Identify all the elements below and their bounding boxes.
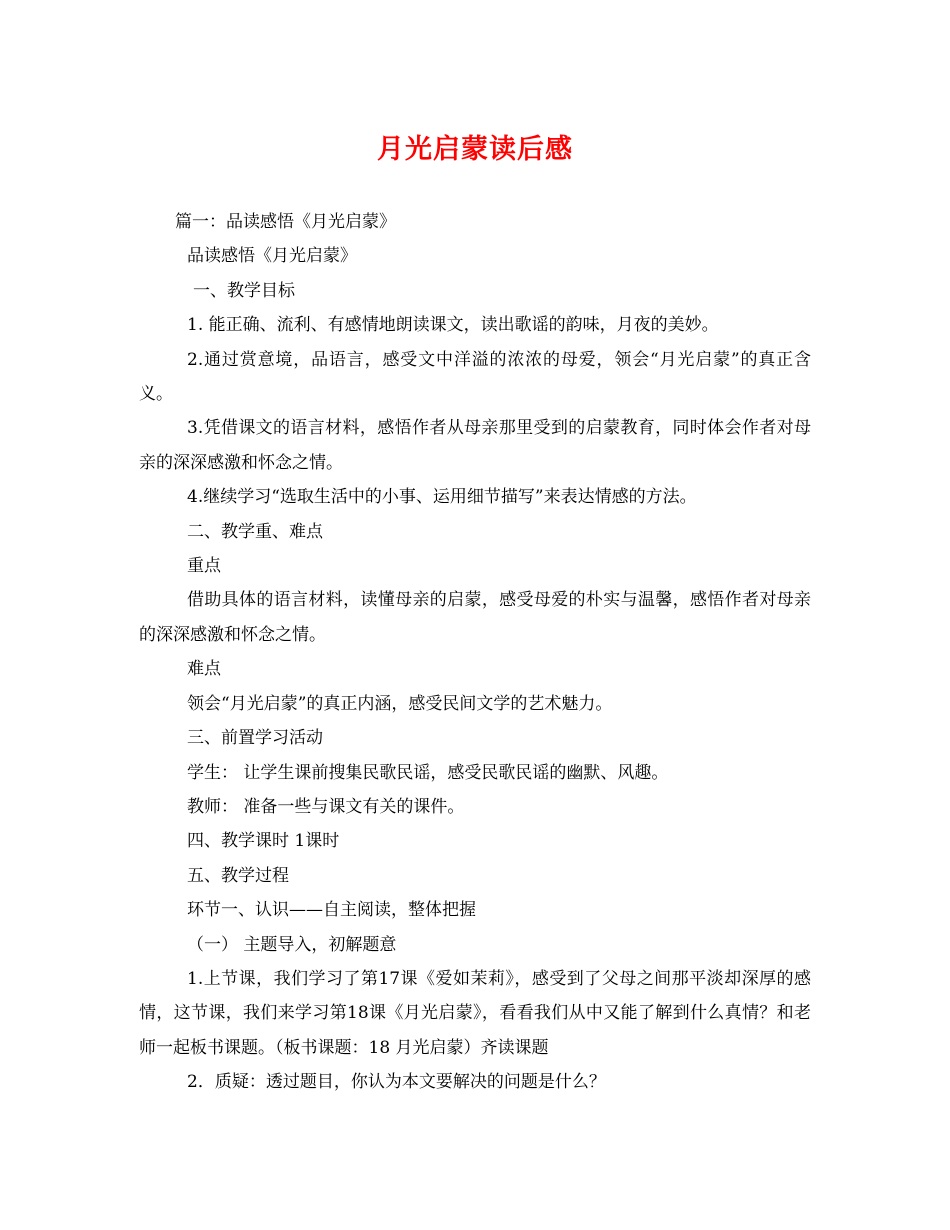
paragraph: 难点 (187, 659, 221, 680)
paragraph: 借助具体的语言材料，读懂母亲的启蒙，感受母爱的朴实与温馨，感悟作者对母亲的深深感激和怀念之情。 (139, 590, 811, 645)
paragraph: 品读感悟《月光启蒙》 (187, 246, 357, 267)
paragraph: 领会“月光启蒙”的真正内涵，感受民间文学的艺术魅力。 (187, 693, 613, 714)
paragraph: 五、教学过程 (187, 865, 289, 886)
document-body (139, 205, 811, 1100)
paragraph: 3.凭借课文的语言材料，感悟作者从母亲那里受到的启蒙教育，同时体会作者对母亲的深深感激和怀念之情。 (139, 418, 811, 473)
paragraph: 4.继续学习“选取生活中的小事、运用细节描写”来表达情感的方法。 (187, 487, 697, 508)
paragraph: 学生： 让学生课前搜集民歌民谣，感受民歌民谣的幽默、风趣。 (187, 762, 669, 783)
paragraph: （一） 主题导入，初解题意 (187, 934, 397, 955)
paragraph: 三、前置学习活动 (187, 728, 323, 749)
paragraph: 2.通过赏意境，品语言，感受文中洋溢的浓浓的母爱，领会“月光启蒙”的真正含义。 (139, 349, 811, 405)
paragraph: 1.上节课，我们学习了第17课《爱如茉莉》，感受到了父母之间那平淡却深厚的感情，这节课，我们来学习第18课《月光启蒙》，看看我们从中又能了解到什么真情？和老师一起板书课题。（板书课题：18 月光启蒙）齐读课题 (139, 968, 811, 1058)
paragraph: 四、教学课时 1课时 (187, 831, 340, 852)
paragraph: 一、教学目标 (193, 280, 295, 301)
paragraph: 2．质疑：透过题目，你认为本文要解决的问题是什么？ (187, 1072, 606, 1093)
paragraph: 重点 (187, 556, 221, 577)
paragraph: 篇一：品读感悟《月光启蒙》 (175, 212, 396, 232)
paragraph: 教师： 准备一些与课文有关的课件。 (187, 796, 465, 817)
paragraph: 1. 能正确、流利、有感情地朗读课文，读出歌谣的韵味，月夜的美妙。 (187, 315, 719, 336)
paragraph: 环节一、认识——自主阅读，整体把握 (187, 900, 476, 921)
document-title: 月光启蒙读后感 (377, 134, 573, 165)
paragraph: 二、教学重、难点 (187, 521, 323, 542)
